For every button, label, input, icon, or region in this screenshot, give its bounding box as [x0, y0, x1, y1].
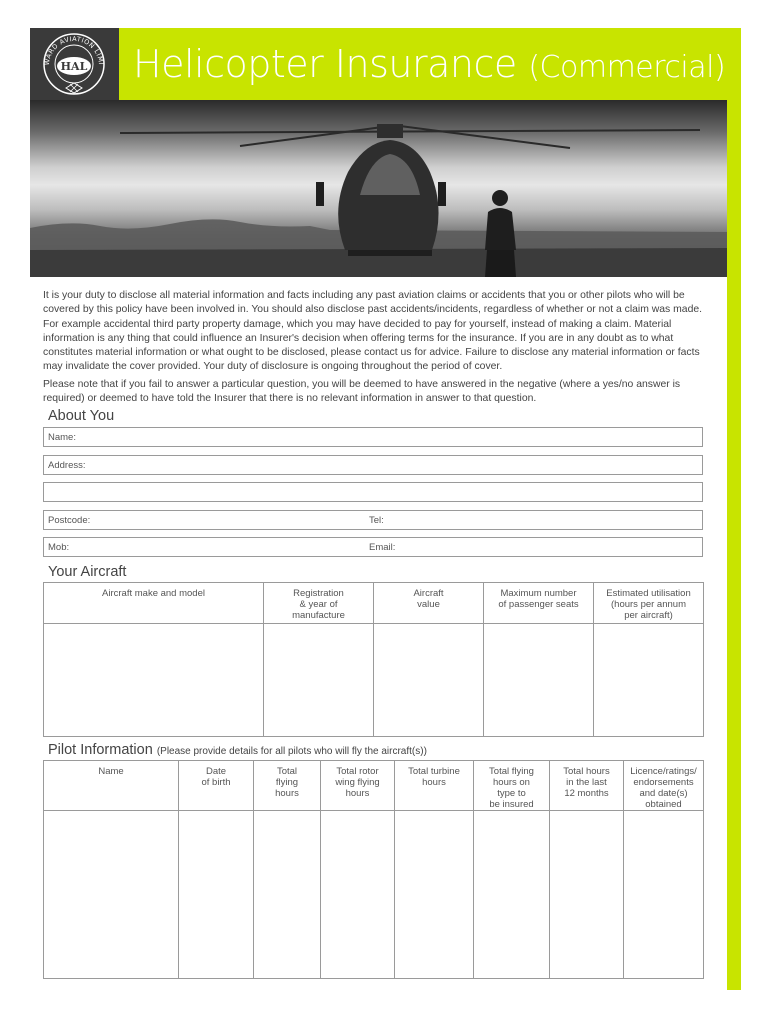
address-field[interactable]	[43, 455, 703, 475]
pilot-rotor-hours-cell[interactable]	[321, 811, 395, 979]
aircraft-col-registration: Registration & year of manufacture	[264, 583, 374, 624]
helicopter-photo-icon	[30, 100, 727, 277]
email-label: Email:	[369, 542, 396, 553]
aircraft-col-value: Aircraft value	[374, 583, 484, 624]
name-field[interactable]	[43, 427, 703, 447]
hero-image	[30, 100, 727, 277]
pilot-turbine-hours-cell[interactable]	[395, 811, 474, 979]
pilot-heading-note: (Please provide details for all pilots who will fly the aircraft(s))	[156, 746, 427, 757]
aircraft-col-utilisation: Estimated utilisation (hours per annum per aircraft)	[594, 583, 704, 624]
title-banner	[119, 28, 741, 100]
pilot-type-hours-cell[interactable]	[474, 811, 550, 979]
address-line-2-field[interactable]	[43, 482, 703, 502]
mob-label: Mob:	[48, 542, 70, 553]
pilot-name-cell[interactable]	[44, 811, 179, 979]
aircraft-table	[43, 582, 704, 737]
disclosure-paragraph: It is your duty to disclose all material information and facts including any past aviation claims or accidents that you or other pilots who will be covered by this policy have been involved in. You should also disclose past accidents/incidents, regardless of whether or not a claim was made. For example accidental third party property damage, which you may have decided to pay for yourself, instead of making a claim. Material information is any thing that could influence an Insurer's decision when offering terms for the insurance. If you are in any doubt as to what constitutes material information or what ought to be disclosed, please contact us for advice. Failure to disclose any material information or facts may invalidate the cover provided. Your duty of disclosure is ongoing throughout the period of cover.	[43, 290, 703, 373]
your-aircraft-heading: Your Aircraft	[48, 564, 127, 580]
aircraft-registration-cell[interactable]	[264, 624, 374, 737]
disclosure-notice	[43, 289, 706, 409]
pilot-recent-hours-cell[interactable]	[550, 811, 624, 979]
page-title	[133, 42, 725, 86]
pilot-licence-cell[interactable]	[624, 811, 704, 979]
tel-label: Tel:	[369, 515, 384, 526]
pilot-dob-cell[interactable]	[179, 811, 254, 979]
pilot-entry-row[interactable]	[44, 811, 704, 979]
pilot-col-rotor-hours: Total rotor wing flying hours	[321, 761, 395, 811]
header	[30, 28, 741, 100]
accent-bar	[727, 28, 741, 990]
pilot-information-heading	[48, 742, 427, 758]
aircraft-header-row	[44, 583, 704, 624]
pilot-col-name: Name	[44, 761, 179, 811]
aircraft-col-seats: Maximum number of passenger seats	[484, 583, 594, 624]
pilot-col-total-hours: Total flying hours	[254, 761, 321, 811]
logo-monogram: HAL	[60, 60, 88, 73]
pilot-total-hours-cell[interactable]	[254, 811, 321, 979]
aircraft-entry-row[interactable]	[44, 624, 704, 737]
aircraft-col-make: Aircraft make and model	[44, 583, 264, 624]
hal-logo-icon	[30, 28, 119, 100]
postcode-label: Postcode:	[48, 515, 91, 526]
aircraft-value-cell[interactable]	[374, 624, 484, 737]
address-label: Address:	[48, 460, 86, 471]
aircraft-make-cell[interactable]	[44, 624, 264, 737]
logo-ring-text: WARD AVIATION LIMI	[42, 34, 105, 66]
pilot-col-turbine-hours: Total turbine hours	[395, 761, 474, 811]
pilot-heading-text: Pilot Information	[48, 742, 153, 758]
aircraft-utilisation-cell[interactable]	[594, 624, 704, 737]
title-main: Helicopter Insurance	[133, 42, 517, 86]
postcode-tel-row[interactable]	[43, 510, 703, 530]
mob-email-row[interactable]	[43, 537, 703, 557]
pilot-col-type-hours: Total flying hours on type to be insured	[474, 761, 550, 811]
pilot-table	[43, 760, 704, 979]
pilot-col-recent-hours: Total hours in the last 12 months	[550, 761, 624, 811]
pilot-header-row	[44, 761, 704, 811]
name-label: Name:	[48, 432, 76, 443]
aircraft-seats-cell[interactable]	[484, 624, 594, 737]
pilot-col-licence: Licence/ratings/ endorsements and date(s) obtained	[624, 761, 704, 811]
about-you-heading: About You	[48, 408, 115, 424]
title-subtitle: (Commercial)	[528, 50, 726, 85]
unanswered-question-paragraph: Please note that if you fail to answer a particular question, you will be deemed to have answered in the negative (where a yes/no answer is required) or deemed to have told the Insurer that there is no relevant information in answer to that question.	[43, 378, 681, 405]
pilot-col-dob: Date of birth	[179, 761, 254, 811]
logo	[30, 28, 119, 100]
